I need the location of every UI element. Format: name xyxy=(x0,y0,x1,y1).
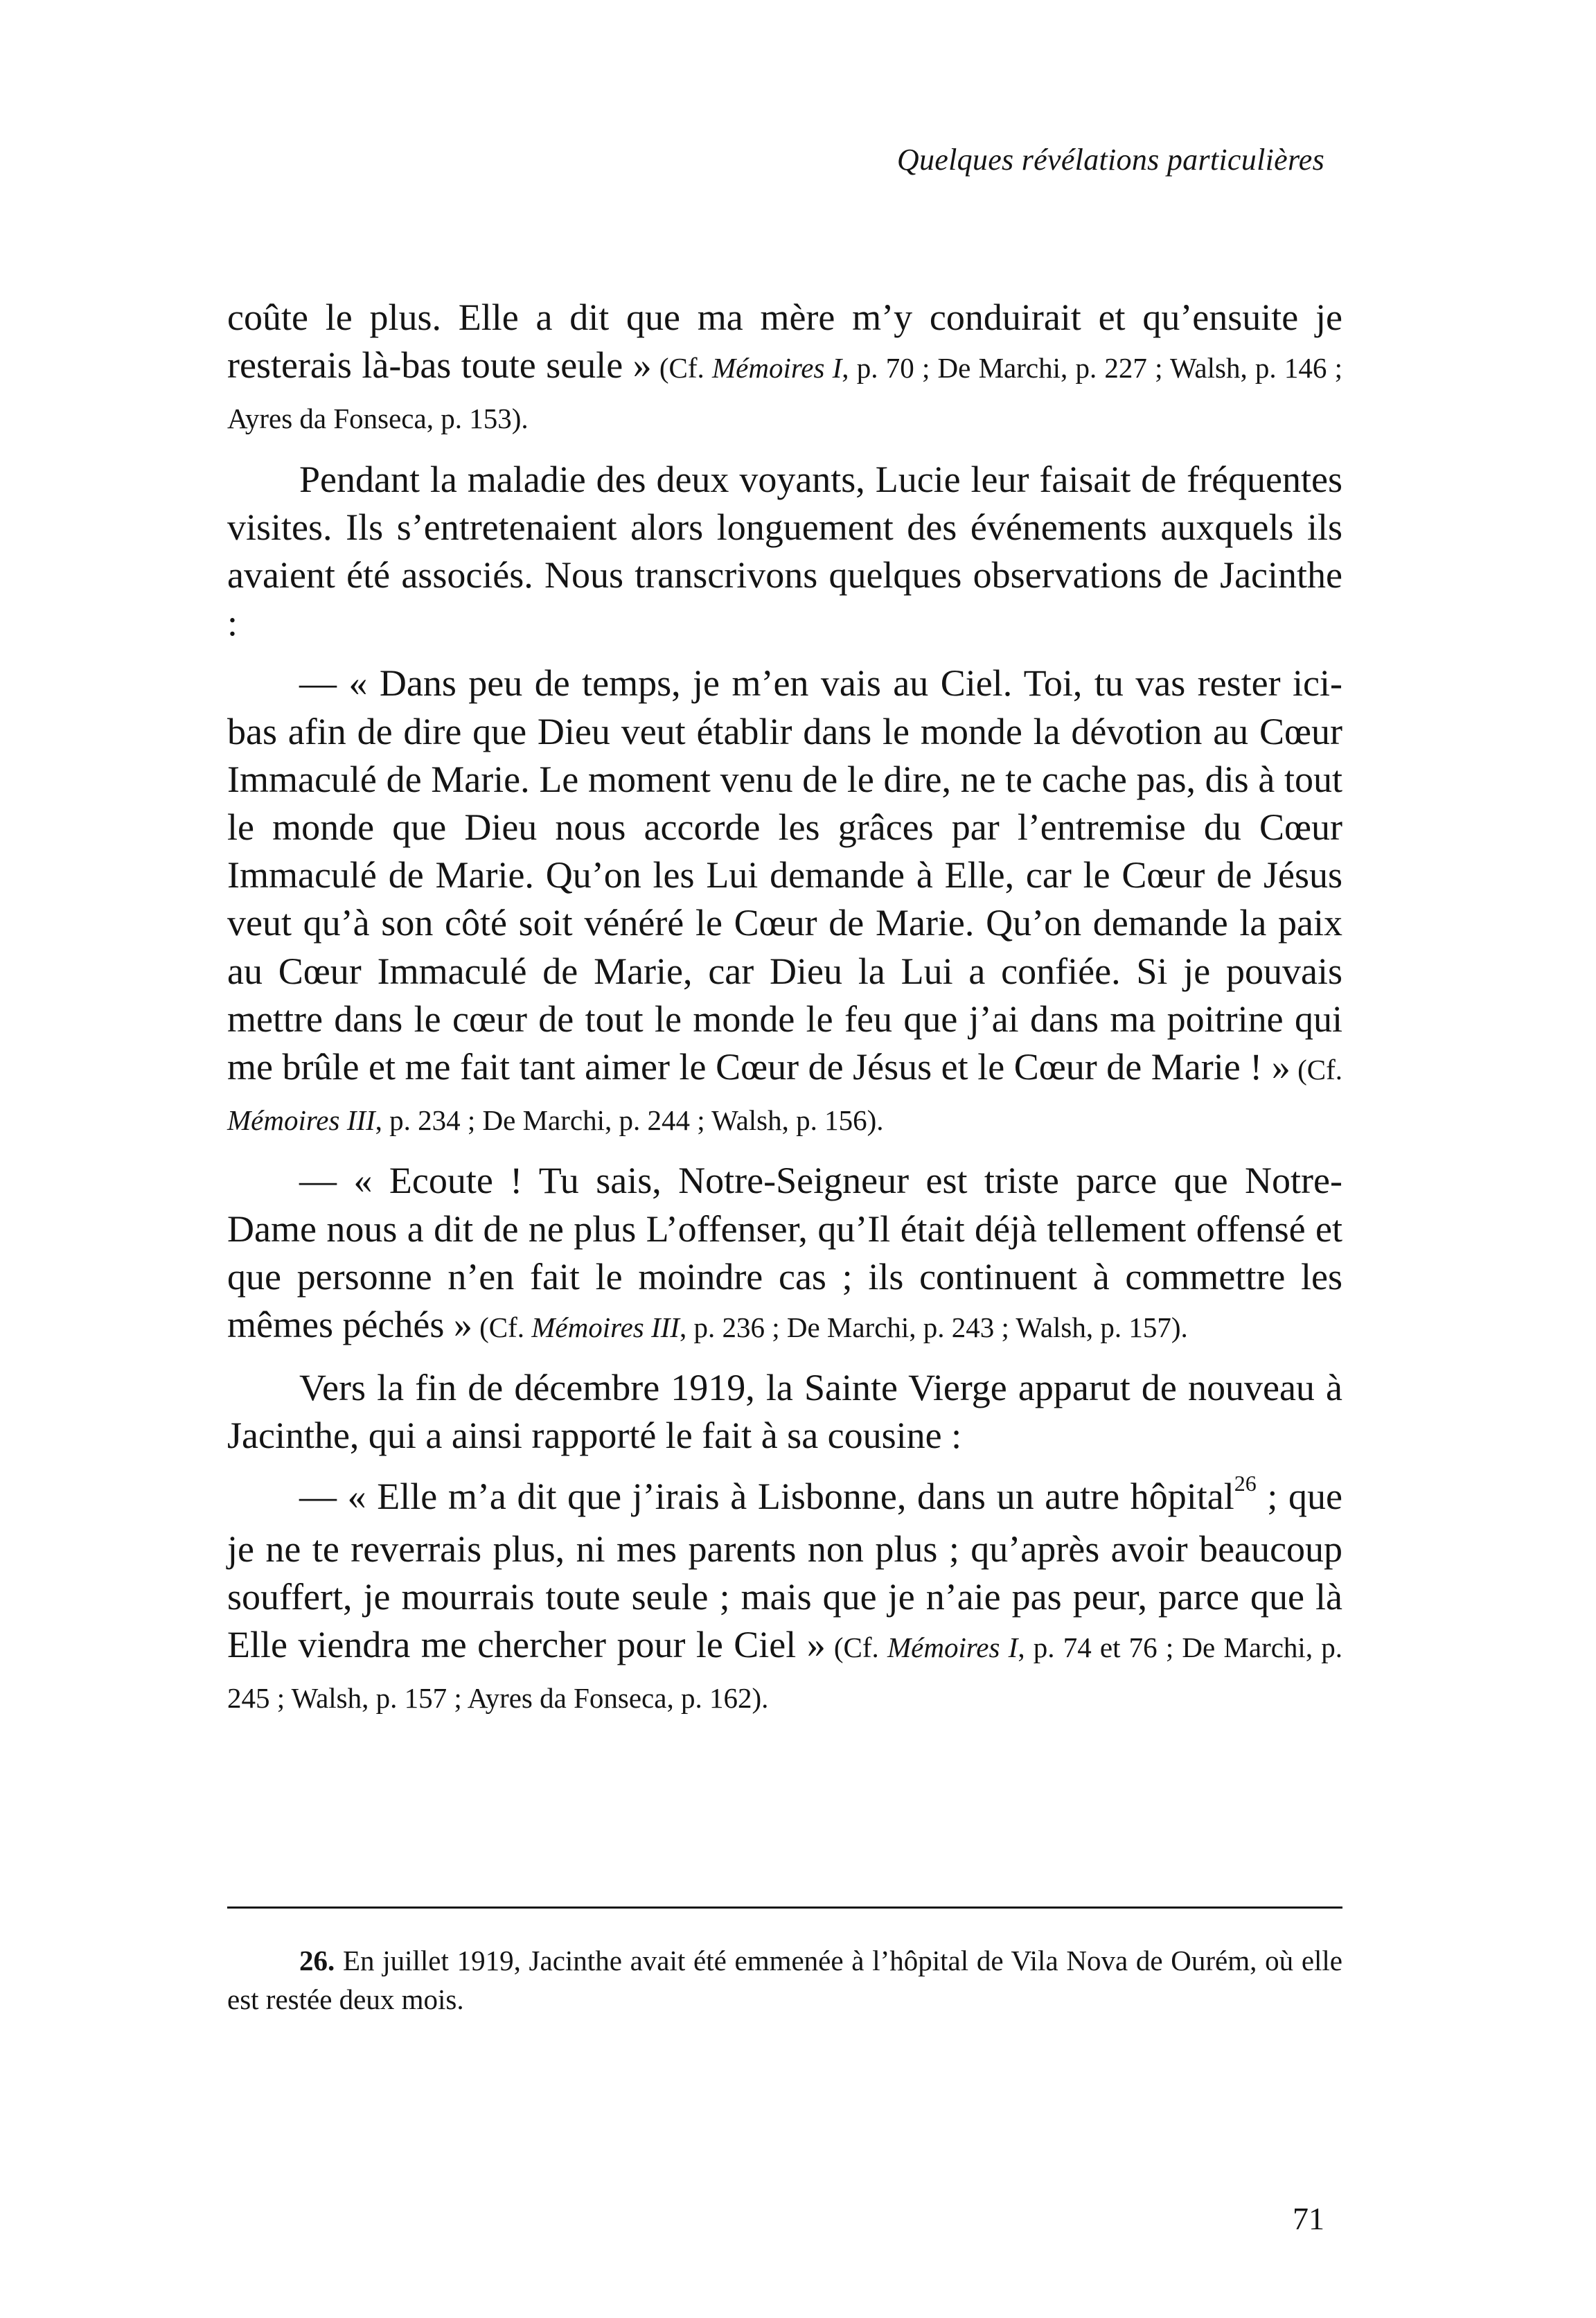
paragraph-text: coûte le plus. Elle a dit que ma mère m’y conduirait et qu’ensuite je resterais là-bas toute seule » xyxy=(227,297,1342,387)
citation: (Cf. Mémoires I, p. 70 ; De Marchi, p. 227 ; Walsh, p. 146 ; Ayres da Fonseca, p. 153). xyxy=(227,352,1343,435)
footnote-rule xyxy=(227,1906,1342,1909)
body-text xyxy=(227,294,1342,1735)
footnote-ref: 26 xyxy=(1234,1470,1257,1496)
paragraph-text: Pendant la maladie des deux voyants, Lucie leur faisait de fréquentes visites. Ils s’entretenaient alors longuement des événements auxquels ils avaient été associés. Nous transcrivons quelques observations de Jacinthe : xyxy=(227,458,1342,644)
citation: (Cf. Mémoires III, p. 236 ; De Marchi, p. 243 ; Walsh, p. 157). xyxy=(472,1311,1188,1344)
paragraph-2 xyxy=(227,456,1342,648)
quote-text: — « Elle m’a dit que j’irais à Lisbonne, dans un autre hôpital xyxy=(299,1475,1234,1517)
footnote xyxy=(227,1941,1342,2019)
citation: (Cf. Mémoires III, p. 234 ; De Marchi, p. 244 ; Walsh, p. 156). xyxy=(227,1054,1342,1137)
paragraph-3 xyxy=(227,660,1342,1144)
quote-text: ; que je ne te reverrais plus, ni mes parents non plus ; qu’après avoir beaucoup souffert, je mourrais toute seule ; mais que je n’aie pas peur, parce que là Elle viendra me chercher pour le Ciel » xyxy=(227,1475,1342,1666)
page-number: 71 xyxy=(1293,2201,1324,2236)
quote-text: — « Ecoute ! Tu sais, Notre-Seigneur est triste parce que Notre-Dame nous a dit de ne plus L’offenser, qu’Il était déjà tellement offensé et que personne n’en fait le moindre cas ; ils continuent à commettre les mêmes péchés » xyxy=(227,1160,1342,1346)
citation: (Cf. Mémoires I, p. 74 et 76 ; De Marchi, p. 245 ; Walsh, p. 157 ; Ayres da Fonseca, p. 162). xyxy=(227,1631,1343,1715)
paragraph-6 xyxy=(227,1470,1343,1723)
paragraph-4 xyxy=(227,1157,1342,1352)
paragraph-text: Vers la fin de décembre 1919, la Sainte Vierge apparut de nouveau à Jacinthe, qui a ainsi rapporté le fait à sa cousine : xyxy=(227,1367,1342,1457)
quote-text: — « Dans peu de temps, je m’en vais au Ciel. Toi, tu vas rester ici-bas afin de dire que Dieu veut établir dans le monde la dévotion au Cœur Immaculé de Marie. Le moment venu de le dire, ne te cache pas, dis à tout le monde que Dieu nous accorde les grâces par l’entremise du Cœur Immaculé de Marie. Qu’on les Lui demande à Elle, car le Cœur de Jésus veut qu’à son côté soit vénéré le Cœur de Marie. Qu’on demande la paix au Cœur Immaculé de Marie, car Dieu la Lui a confiée. Si je pouvais mettre dans le cœur de tout le monde le feu que j’ai dans ma poitrine qui me brûle et me fait tant aimer le Cœur de Jésus et le Cœur de Marie ! » xyxy=(227,662,1342,1088)
footnote-text: En juillet 1919, Jacinthe avait été emmenée à l’hôpital de Vila Nova de Ourém, où elle est restée deux mois. xyxy=(227,1945,1342,2015)
running-header: Quelques révélations particulières xyxy=(896,143,1324,177)
paragraph-5 xyxy=(227,1364,1342,1460)
footnote-number: 26. xyxy=(299,1945,335,1976)
paragraph-1 xyxy=(227,294,1342,443)
